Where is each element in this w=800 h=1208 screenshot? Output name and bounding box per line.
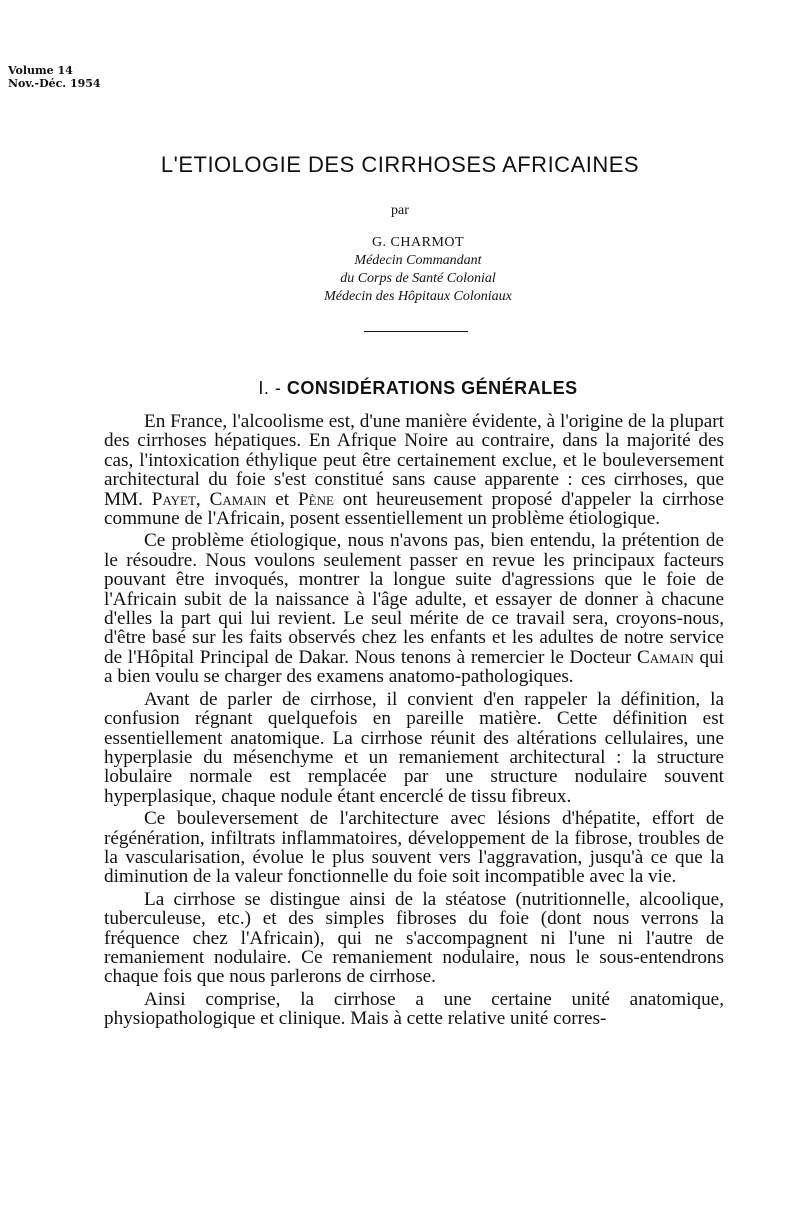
paragraph-1-text-d: ont heureusement proposé d'appeler la cirrhose commune de l'Africain, posent essentiellement un problème étiologique. [104, 488, 724, 530]
paragraph-6: Ainsi comprise, la cirrhose a une certaine unité anatomique, physiopathologique et clinique. Mais à cette relative unité corres- [104, 988, 724, 1030]
author-affiliation-1: Médecin Commandant [354, 253, 482, 268]
author-name: G. CHARMOT [371, 235, 465, 250]
paragraph-2-text-b: qui a bien voulu se charger des examens anatomo-pathologiques. [104, 646, 724, 688]
author-ref-camain: Camain [209, 488, 267, 510]
author-affiliation-3: Médecin des Hôpitaux Coloniaux [324, 289, 512, 304]
title-divider [364, 331, 468, 332]
volume-label: Volume 14 [8, 64, 73, 77]
article-title: L'ETIOLOGIE DES CIRRHOSES AFRICAINES [160, 152, 640, 177]
paragraph-5: La cirrhose se distingue ainsi de la stéatose (nutritionnelle, alcoolique, tuberculeuse, etc.) et des simples fibroses du foie (dont nous verrons la fréquence chez l'Africain), qui ne s'accompagnent ni l'une ni l'autre de remaniement nodulaire. Ce remaniement nodulaire, nous le sous-entendrons chaque fois que nous parlerons de cirrhose. [104, 888, 724, 988]
author-block [0, 234, 800, 306]
journal-issue-info [8, 64, 101, 90]
paragraph-1 [104, 412, 724, 528]
paragraph-2-text-a: Ce problème étiologique, nous n'avons pas, bien entendu, la prétention de le résoudre. Nous voulons seulement passer en revue les principaux facteurs pouvant être invoqués, montrer la longue suite d'agressions que le foie de l'Africain subit de la naissance à l'âge adulte, et essayer de donner à chacune d'elles la part qui lui revient. Le seul mérite de ce travail sera, croyons-nous, d'être basé sur les faits observés chez les enfants et les adultes de notre service de l'Hôpital Principal de Dakar. Nous tenons à remercier le Docteur [104, 530, 724, 668]
byline: par [391, 203, 409, 218]
paragraph-1-text-a: En France, l'alcoolisme est, d'une manière évidente, à l'origine de la plupart des cirrhoses hépatiques. En Afrique Noire au contraire, dans la majorité des cas, l'intoxication éthylique peut être certainement exclue, et le bouleversement architectural du foie s'est constitué sans cause apparente : ces cirrhoses, que MM. [104, 411, 724, 510]
section-heading [0, 378, 800, 399]
author-ref-payet: Payet [151, 488, 196, 510]
paragraph-1-text-c: et [266, 488, 298, 510]
issue-date: Nov.-Déc. 1954 [8, 77, 101, 90]
section-title: CONSIDÉRATIONS GÉNÉRALES [286, 378, 578, 398]
paragraph-4: Ce bouleversement de l'architecture avec lésions d'hépatite, effort de régénération, infiltrats inflammatoires, développement de la fibrose, troubles de la vascularisation, évolue le plus souvent vers l'aggravation, jusqu'à ce que la diminution de la valeur fonctionnelle du foie soit incompatible avec la vie. [104, 808, 724, 888]
section-number: I. - [258, 378, 282, 398]
article-body [104, 412, 724, 1032]
paragraph-3: Avant de parler de cirrhose, il convient d'en rappeler la définition, la confusion régnant quelquefois en pareille matière. Cette définition est essentiellement anatomique. La cirrhose réunit des altérations cellulaires, une hyperplasie du mésenchyme et un remaniement architectural : la structure lobulaire normale est remplacée par une structure nodulaire souvent hyperplasique, chaque nodule étant encerclé de tissu fibreux. [104, 688, 724, 807]
author-affiliation-2: du Corps de Santé Colonial [340, 271, 496, 286]
author-ref-pene: Pène [297, 488, 334, 510]
paragraph-2 [104, 531, 724, 686]
author-ref-camain-2: Camain [636, 646, 694, 668]
paragraph-1-text-b: , [195, 488, 210, 510]
